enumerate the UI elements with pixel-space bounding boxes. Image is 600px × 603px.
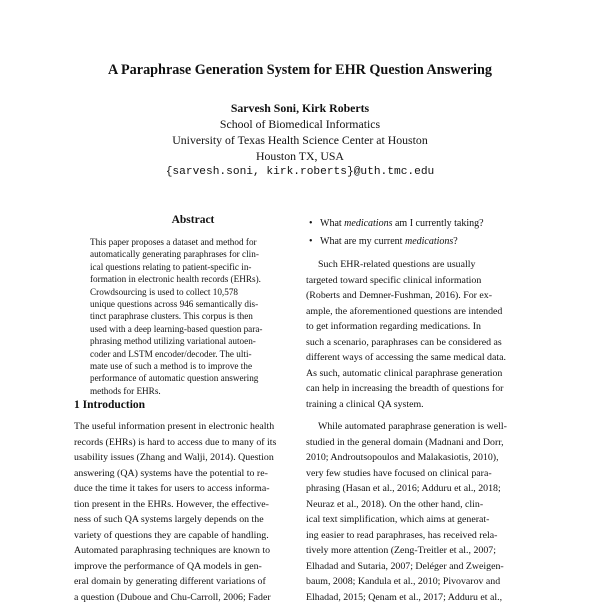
- body-line: 2010; Androutsopoulos and Malakasiotis, 2010),: [306, 452, 499, 463]
- abstract-line: phrasing method utilizing variational autoen-: [90, 336, 256, 347]
- intro-line: answering (QA) systems have the potential to re-: [74, 467, 268, 479]
- intro-line: records (EHRs) is hard to access due to many of its: [74, 436, 277, 448]
- body-line: ing easier to read paraphrases, has received rela-: [306, 529, 498, 541]
- bullet-text: What are my current: [320, 236, 405, 247]
- body-line: studied in the general domain (Madnani and Dorr,: [306, 436, 504, 448]
- author-email: {sarvesh.soni, kirk.roberts}@uth.tmc.edu: [165, 166, 435, 178]
- body-line: ical text simplification, which aims at generat-: [306, 514, 490, 525]
- body-line: to get information regarding medications. In: [306, 321, 481, 332]
- intro-line: variety of questions they are capable of handling.: [74, 529, 269, 541]
- abstract-line: performance of automatic question answering: [90, 373, 259, 384]
- intro-line: usability issues (Zhang and Walji, 2014). Question: [74, 452, 274, 463]
- abstract-line: formation in electronic health records (EHRs).: [90, 274, 261, 285]
- abstract-line: coder and LSTM encoder/decoder. The ulti-: [90, 348, 252, 359]
- bullet-dot-icon: •: [309, 218, 313, 229]
- list-item: [320, 236, 458, 247]
- university: University of Texas Health Science Center at Houston: [172, 133, 428, 147]
- bullet-text: What: [320, 218, 345, 229]
- bullet-text: ?: [453, 236, 458, 247]
- body-line: As such, automatic clinical paraphrase generation: [306, 367, 503, 379]
- body-line: such a scenario, paraphrases can be considered as: [306, 336, 502, 348]
- bullet-text: am I currently taking?: [392, 218, 484, 229]
- location: Houston TX, USA: [256, 149, 344, 163]
- body-line: training a clinical QA system.: [306, 398, 424, 410]
- abstract-line: automatically generating paraphrases for clin-: [90, 249, 259, 260]
- bullet-emphasis: medications: [344, 218, 393, 229]
- body-line: While automated paraphrase generation is well-: [318, 421, 507, 432]
- intro-line: improve the performance of QA models in gen-: [74, 560, 262, 572]
- abstract-line: tinct paraphrase clusters. This corpus is then: [90, 311, 253, 322]
- intro-line: duce the time it takes for users to access informa-: [74, 483, 270, 494]
- intro-line: eral domain by generating different variations of: [74, 576, 266, 587]
- section-heading-introduction: 1 Introduction: [74, 399, 146, 411]
- paper-title: A Paraphrase Generation System for EHR Question Answering: [108, 62, 492, 78]
- abstract-line: used with a deep learning-based question para-: [90, 323, 263, 334]
- body-line: Elhadad, 2015; Qenam et al., 2017; Adduru et al.,: [306, 591, 503, 603]
- intro-line: Automated paraphrasing techniques are known to: [74, 545, 271, 556]
- author-names: Sarvesh Soni, Kirk Roberts: [230, 101, 370, 115]
- body-line: can help in increasing the breadth of questions for: [306, 383, 504, 394]
- intro-line: tion present in the EHRs. However, the effective-: [74, 498, 269, 510]
- abstract-line: Crowdsourcing is used to collect 10,578: [90, 286, 239, 297]
- body-line: Neuraz et al., 2018). On the other hand, clin-: [306, 498, 484, 510]
- body-line: very few studies have focused on clinical para-: [306, 467, 492, 479]
- intro-line: The useful information present in electronic health: [74, 421, 275, 432]
- abstract-line: unique questions across 946 semantically dis-: [90, 299, 259, 309]
- body-line: (Roberts and Demner-Fushman, 2016). For ex-: [306, 290, 493, 301]
- list-item: [320, 218, 484, 229]
- abstract-line: ical questions relating to patient-specific in-: [90, 261, 252, 272]
- body-line: different ways of accessing the same medical data.: [306, 352, 506, 363]
- body-line: tively more attention (Zeng-Treitler et al., 2007;: [306, 545, 496, 556]
- intro-line: ness of such QA systems largely depends on the: [74, 514, 264, 525]
- body-line: baum, 2008; Kandula et al., 2010; Pivovarov and: [306, 576, 501, 587]
- abstract-line: mate use of such a method is to improve the: [90, 361, 253, 371]
- body-line: targeted toward specific clinical information: [306, 274, 482, 286]
- affiliation: School of Biomedical Informatics: [219, 117, 381, 131]
- intro-line: a question (Duboue and Chu-Carroll, 2006; Fader: [74, 591, 271, 603]
- bullet-emphasis: medications: [404, 236, 454, 247]
- body-line: Such EHR-related questions are usually: [318, 259, 476, 270]
- body-line: phrasing (Hasan et al., 2016; Adduru et al., 2018;: [306, 483, 501, 494]
- body-line: Elhadad and Sutaria, 2007; Deléger and Zweigen-: [306, 560, 504, 572]
- abstract-line: methods for EHRs.: [90, 385, 161, 396]
- abstract-heading: Abstract: [171, 214, 215, 226]
- abstract-line: This paper proposes a dataset and method for: [90, 237, 257, 247]
- body-line: ample, the aforementioned questions are intended: [306, 305, 503, 317]
- bullet-dot-icon: •: [309, 236, 313, 247]
